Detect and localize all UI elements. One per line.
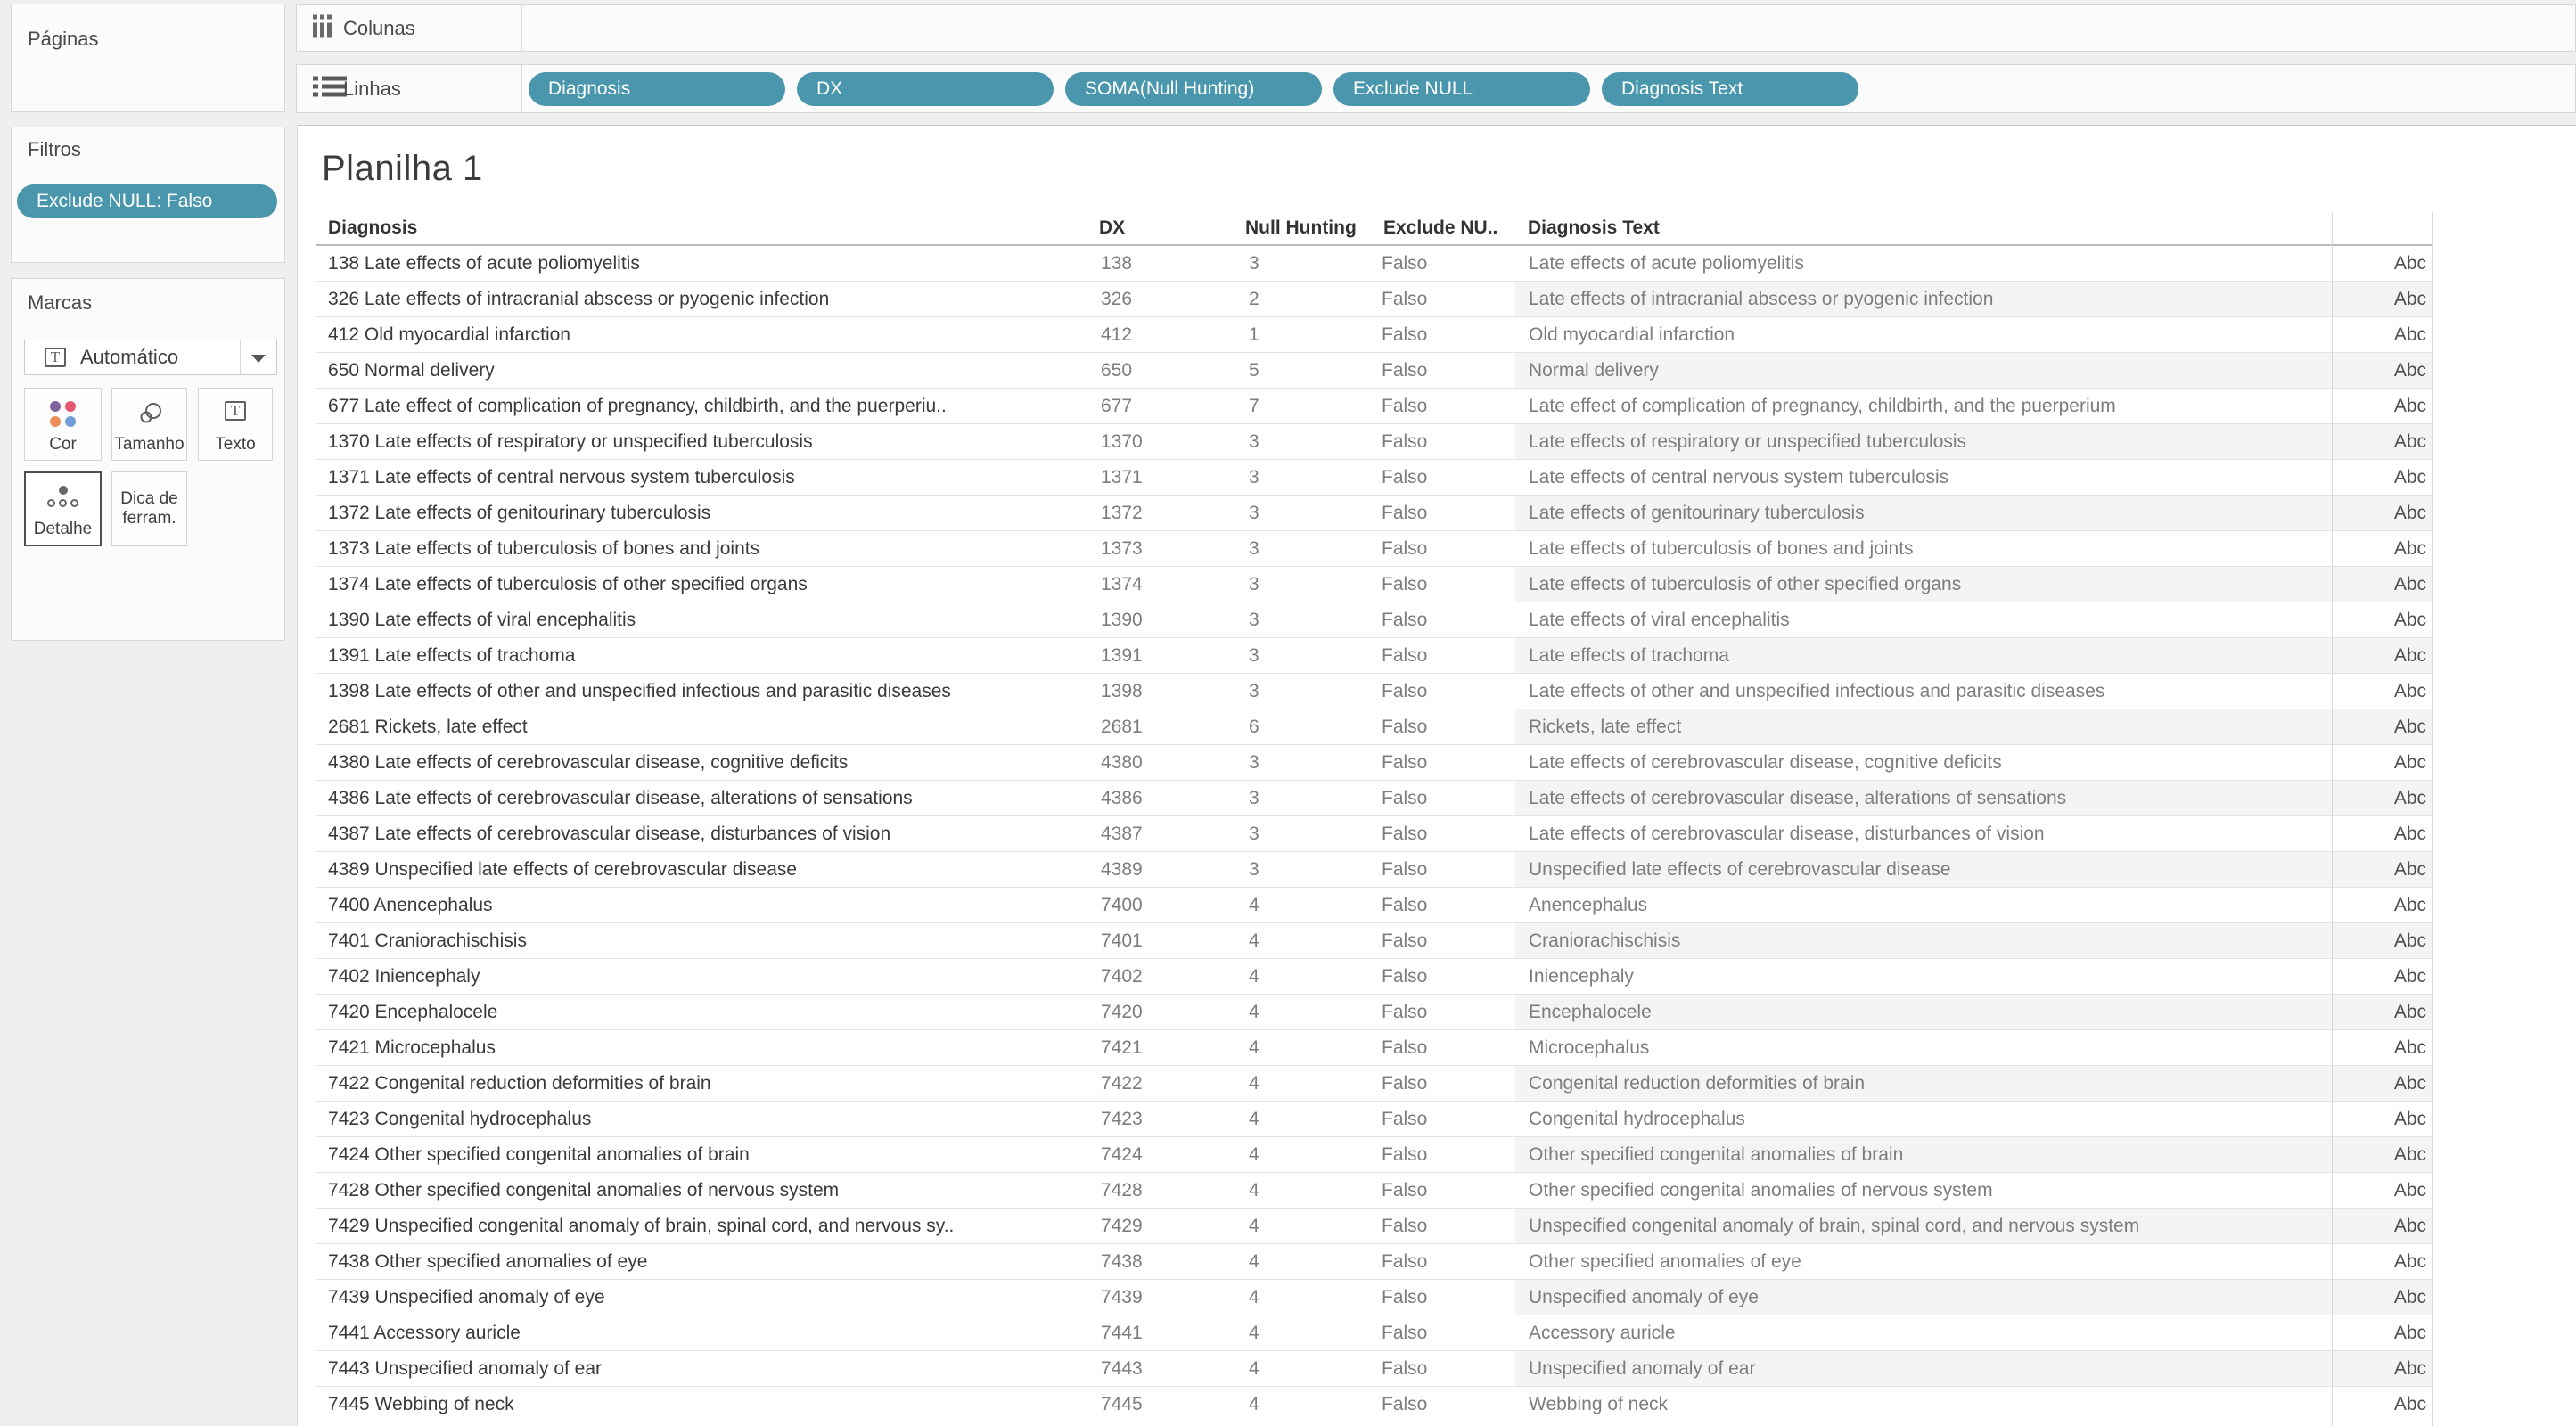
- cell-diagnosis[interactable]: 7402 Iniencephaly: [328, 966, 480, 987]
- cell-diagnosis[interactable]: 7423 Congenital hydrocephalus: [328, 1109, 592, 1129]
- cell-null-hunting[interactable]: 4: [1249, 1002, 1259, 1022]
- cell-diagnosis[interactable]: 7439 Unspecified anomaly of eye: [328, 1287, 605, 1307]
- cell-dx[interactable]: 7424: [1101, 1144, 1143, 1165]
- column-header[interactable]: Null Hunting: [1245, 217, 1357, 238]
- abc-placeholder-cell[interactable]: Abc: [2393, 1144, 2426, 1165]
- filters-shelf-label: Filtros: [28, 138, 81, 160]
- table-body: [316, 246, 2433, 1422]
- cell-dx[interactable]: 1390: [1101, 610, 1143, 630]
- table-row[interactable]: [316, 246, 2433, 282]
- abc-placeholder-cell[interactable]: Abc: [2393, 1109, 2426, 1129]
- cell-exclude-null[interactable]: Falso: [1382, 467, 1428, 488]
- shelf-pill[interactable]: Diagnosis Text: [1602, 72, 1858, 106]
- filters-shelf[interactable]: [11, 127, 285, 263]
- cell-diagnosis-text[interactable]: Late effects of cerebrovascular disease, alterations of sensations: [1529, 788, 2067, 808]
- cell-exclude-null[interactable]: Falso: [1382, 1323, 1428, 1343]
- cell-diagnosis[interactable]: 7400 Anencephalus: [328, 895, 493, 915]
- cell-diagnosis[interactable]: 1371 Late effects of central nervous system tuberculosis: [328, 467, 795, 488]
- abc-placeholder-cell[interactable]: Abc: [2393, 824, 2426, 844]
- table-row[interactable]: [316, 317, 2433, 353]
- table-row[interactable]: [316, 353, 2433, 389]
- table-right-border: [2432, 212, 2433, 1426]
- color-button-label: Cor: [49, 435, 77, 454]
- abc-placeholder-cell[interactable]: Abc: [2393, 645, 2426, 666]
- cell-diagnosis-text[interactable]: Anencephalus: [1529, 895, 1648, 915]
- cell-diagnosis-text[interactable]: Iniencephaly: [1529, 966, 1634, 987]
- cell-null-hunting[interactable]: 3: [1249, 574, 1259, 594]
- cell-dx[interactable]: 7428: [1101, 1180, 1143, 1201]
- cell-diagnosis-text[interactable]: Congenital hydrocephalus: [1529, 1109, 1745, 1129]
- cell-null-hunting[interactable]: 4: [1249, 966, 1259, 987]
- cell-diagnosis[interactable]: 1390 Late effects of viral encephalitis: [328, 610, 636, 630]
- table-row[interactable]: [316, 1280, 2433, 1315]
- abc-placeholder-cell[interactable]: Abc: [2393, 752, 2426, 773]
- rows-shelf[interactable]: [296, 64, 2576, 113]
- column-header[interactable]: Diagnosis: [328, 217, 418, 238]
- detail-button-label: Detalhe: [33, 520, 93, 538]
- cell-diagnosis-text[interactable]: Other specified congenital anomalies of nervous system: [1529, 1180, 1993, 1201]
- shelf-pill[interactable]: SOMA(Null Hunting): [1065, 72, 1322, 106]
- cell-diagnosis[interactable]: 7428 Other specified congenital anomalies of nervous system: [328, 1180, 840, 1201]
- cell-diagnosis-text[interactable]: Unspecified congenital anomaly of brain, spinal cord, and nervous system: [1529, 1216, 2140, 1236]
- cell-null-hunting[interactable]: 7: [1249, 396, 1259, 416]
- marks-card: [11, 278, 285, 641]
- color-button[interactable]: [24, 388, 102, 461]
- cell-diagnosis[interactable]: 1374 Late effects of tuberculosis of other specified organs: [328, 574, 808, 594]
- table-row[interactable]: [316, 282, 2433, 317]
- cell-exclude-null[interactable]: Falso: [1382, 538, 1428, 559]
- cell-diagnosis-text[interactable]: Late effects of tuberculosis of bones and joints: [1529, 538, 1914, 559]
- cell-dx[interactable]: 7443: [1101, 1358, 1143, 1379]
- abc-placeholder-cell[interactable]: Abc: [2393, 324, 2426, 345]
- table-row[interactable]: [316, 424, 2433, 460]
- cell-null-hunting[interactable]: 4: [1249, 1358, 1259, 1379]
- cell-diagnosis-text[interactable]: Late effects of central nervous system tuberculosis: [1529, 467, 1949, 488]
- shelf-separator: [521, 5, 522, 51]
- cell-exclude-null[interactable]: Falso: [1382, 1394, 1428, 1414]
- table-header-row: [316, 212, 2433, 246]
- cell-dx[interactable]: 7420: [1101, 1002, 1143, 1022]
- cell-null-hunting[interactable]: 3: [1249, 824, 1259, 844]
- cell-dx[interactable]: 7439: [1101, 1287, 1143, 1307]
- cell-diagnosis-text[interactable]: Late effects of tuberculosis of other specified organs: [1529, 574, 1962, 594]
- abc-placeholder-cell[interactable]: Abc: [2393, 253, 2426, 274]
- cell-exclude-null[interactable]: Falso: [1382, 360, 1428, 381]
- cell-exclude-null[interactable]: Falso: [1382, 752, 1428, 773]
- cell-diagnosis-text[interactable]: Encephalocele: [1529, 1002, 1652, 1022]
- cell-diagnosis-text[interactable]: Unspecified late effects of cerebrovascular disease: [1529, 859, 1951, 880]
- cell-dx[interactable]: 7400: [1101, 895, 1143, 915]
- detail-button[interactable]: [24, 471, 102, 546]
- cell-diagnosis-text[interactable]: Late effects of other and unspecified infectious and parasitic diseases: [1529, 681, 2105, 701]
- pages-shelf-label: Páginas: [28, 28, 99, 50]
- abc-placeholder-cell[interactable]: Abc: [2393, 717, 2426, 737]
- cell-null-hunting[interactable]: 4: [1249, 1109, 1259, 1129]
- cell-dx[interactable]: 138: [1101, 253, 1133, 274]
- cell-diagnosis[interactable]: 7420 Encephalocele: [328, 1002, 498, 1022]
- cell-exclude-null[interactable]: Falso: [1382, 1216, 1428, 1236]
- cell-diagnosis[interactable]: 2681 Rickets, late effect: [328, 717, 528, 737]
- cell-exclude-null[interactable]: Falso: [1382, 1002, 1428, 1022]
- table-row[interactable]: [316, 1030, 2433, 1066]
- abc-placeholder-cell[interactable]: Abc: [2393, 574, 2426, 594]
- table-row[interactable]: [316, 1387, 2433, 1422]
- data-table: [316, 212, 2433, 1426]
- column-header[interactable]: Diagnosis Text: [1528, 217, 1660, 238]
- cell-diagnosis[interactable]: 677 Late effect of complication of pregnancy, childbirth, and the puerperiu..: [328, 396, 947, 416]
- cell-exclude-null[interactable]: Falso: [1382, 324, 1428, 345]
- cell-null-hunting[interactable]: 4: [1249, 1251, 1259, 1272]
- cell-dx[interactable]: 1370: [1101, 431, 1143, 452]
- cell-diagnosis-text[interactable]: Congenital reduction deformities of brain: [1529, 1073, 1866, 1094]
- cell-dx[interactable]: 1372: [1101, 503, 1143, 523]
- abc-placeholder-cell[interactable]: Abc: [2393, 1287, 2426, 1307]
- columns-icon: [311, 12, 334, 44]
- abc-placeholder-cell[interactable]: Abc: [2393, 1180, 2426, 1201]
- cell-exclude-null[interactable]: Falso: [1382, 1073, 1428, 1094]
- cell-diagnosis-text[interactable]: Normal delivery: [1529, 360, 1659, 381]
- rows-shelf-pills: [529, 72, 1858, 106]
- cell-diagnosis[interactable]: 326 Late effects of intracranial abscess or pyogenic infection: [328, 289, 830, 309]
- table-row[interactable]: [316, 781, 2433, 816]
- cell-null-hunting[interactable]: 3: [1249, 681, 1259, 701]
- tooltip-button[interactable]: [111, 471, 187, 546]
- color-icon: [25, 401, 101, 427]
- cell-exclude-null[interactable]: Falso: [1382, 1144, 1428, 1165]
- table-row[interactable]: [316, 1315, 2433, 1351]
- cell-null-hunting[interactable]: 3: [1249, 752, 1259, 773]
- pages-shelf[interactable]: [11, 4, 285, 112]
- cell-exclude-null[interactable]: Falso: [1382, 1180, 1428, 1201]
- cell-diagnosis-text[interactable]: Late effects of trachoma: [1529, 645, 1729, 666]
- cell-exclude-null[interactable]: Falso: [1382, 645, 1428, 666]
- table-row[interactable]: [316, 1066, 2433, 1102]
- cell-null-hunting[interactable]: 4: [1249, 1216, 1259, 1236]
- chevron-down-icon[interactable]: [251, 355, 266, 363]
- cell-null-hunting[interactable]: 4: [1249, 1287, 1259, 1307]
- cell-diagnosis[interactable]: 650 Normal delivery: [328, 360, 495, 381]
- cell-diagnosis-text[interactable]: Late effect of complication of pregnancy, childbirth, and the puerperium: [1529, 396, 2116, 416]
- abc-placeholder-cell[interactable]: Abc: [2393, 1323, 2426, 1343]
- cell-dx[interactable]: 1391: [1101, 645, 1143, 666]
- table-row[interactable]: [316, 1173, 2433, 1209]
- abc-placeholder-cell[interactable]: Abc: [2393, 503, 2426, 523]
- cell-diagnosis[interactable]: 1391 Late effects of trachoma: [328, 645, 576, 666]
- cell-exclude-null[interactable]: Falso: [1382, 1287, 1428, 1307]
- table-row[interactable]: [316, 638, 2433, 674]
- abc-placeholder-cell[interactable]: Abc: [2393, 360, 2426, 381]
- abc-placeholder-cell[interactable]: Abc: [2393, 431, 2426, 452]
- cell-diagnosis[interactable]: 4386 Late effects of cerebrovascular disease, alterations of sensations: [328, 788, 913, 808]
- table-row[interactable]: [316, 1244, 2433, 1280]
- cell-diagnosis-text[interactable]: Late effects of genitourinary tuberculosis: [1529, 503, 1865, 523]
- detail-icon: [26, 486, 100, 509]
- table-row[interactable]: [316, 888, 2433, 923]
- cell-null-hunting[interactable]: 3: [1249, 645, 1259, 666]
- cell-exclude-null[interactable]: Falso: [1382, 1037, 1428, 1058]
- cell-exclude-null[interactable]: Falso: [1382, 1358, 1428, 1379]
- abc-placeholder-cell[interactable]: Abc: [2393, 788, 2426, 808]
- size-button-label: Tamanho: [114, 435, 185, 454]
- cell-exclude-null[interactable]: Falso: [1382, 431, 1428, 452]
- cell-exclude-null[interactable]: Falso: [1382, 895, 1428, 915]
- table-row[interactable]: [316, 531, 2433, 567]
- cell-null-hunting[interactable]: 4: [1249, 1394, 1259, 1414]
- mark-type-dropdown[interactable]: [24, 340, 277, 375]
- columns-shelf-label: Colunas: [343, 16, 415, 39]
- cell-diagnosis-text[interactable]: Late effects of cerebrovascular disease, cognitive deficits: [1529, 752, 2002, 773]
- abc-placeholder-cell[interactable]: Abc: [2393, 895, 2426, 915]
- column-divider: [2332, 212, 2333, 1426]
- abc-placeholder-cell[interactable]: Abc: [2393, 610, 2426, 630]
- mark-type-value: Automático: [80, 346, 179, 368]
- cell-null-hunting[interactable]: 4: [1249, 930, 1259, 951]
- cell-null-hunting[interactable]: 4: [1249, 1037, 1259, 1058]
- cell-dx[interactable]: 7438: [1101, 1251, 1143, 1272]
- cell-diagnosis-text[interactable]: Accessory auricle: [1529, 1323, 1676, 1343]
- cell-exclude-null[interactable]: Falso: [1382, 1251, 1428, 1272]
- cell-null-hunting[interactable]: 3: [1249, 503, 1259, 523]
- abc-placeholder-cell[interactable]: Abc: [2393, 1358, 2426, 1379]
- table-row[interactable]: [316, 709, 2433, 745]
- abc-placeholder-cell[interactable]: Abc: [2393, 966, 2426, 987]
- cell-null-hunting[interactable]: 4: [1249, 1144, 1259, 1165]
- cell-diagnosis[interactable]: 1398 Late effects of other and unspecified infectious and parasitic diseases: [328, 681, 951, 701]
- cell-diagnosis-text[interactable]: Unspecified anomaly of ear: [1529, 1358, 1756, 1379]
- table-row[interactable]: [316, 745, 2433, 781]
- cell-exclude-null[interactable]: Falso: [1382, 503, 1428, 523]
- abc-placeholder-cell[interactable]: Abc: [2393, 930, 2426, 951]
- cell-exclude-null[interactable]: Falso: [1382, 396, 1428, 416]
- cell-null-hunting[interactable]: 4: [1249, 1073, 1259, 1094]
- cell-dx[interactable]: 677: [1101, 396, 1133, 416]
- text-mark-type-icon: T: [45, 348, 66, 367]
- table-row[interactable]: [316, 923, 2433, 959]
- abc-placeholder-cell[interactable]: Abc: [2393, 1251, 2426, 1272]
- table-row[interactable]: [316, 959, 2433, 995]
- table-row[interactable]: [316, 1137, 2433, 1173]
- cell-null-hunting[interactable]: 3: [1249, 253, 1259, 274]
- shelf-separator: [521, 65, 522, 112]
- cell-diagnosis-text[interactable]: Late effects of viral encephalitis: [1529, 610, 1790, 630]
- cell-diagnosis-text[interactable]: Unspecified anomaly of eye: [1529, 1287, 1759, 1307]
- table-row[interactable]: [316, 1351, 2433, 1387]
- cell-dx[interactable]: 7429: [1101, 1216, 1143, 1236]
- abc-placeholder-cell[interactable]: Abc: [2393, 396, 2426, 416]
- cell-exclude-null[interactable]: Falso: [1382, 930, 1428, 951]
- cell-diagnosis-text[interactable]: Other specified congenital anomalies of brain: [1529, 1144, 1904, 1165]
- cell-exclude-null[interactable]: Falso: [1382, 610, 1428, 630]
- cell-exclude-null[interactable]: Falso: [1382, 574, 1428, 594]
- cell-exclude-null[interactable]: Falso: [1382, 824, 1428, 844]
- cell-null-hunting[interactable]: 5: [1249, 360, 1259, 381]
- sheet-title: Planilha 1: [322, 149, 483, 188]
- abc-placeholder-cell[interactable]: Abc: [2393, 538, 2426, 559]
- shelf-pill[interactable]: DX: [797, 72, 1054, 106]
- cell-exclude-null[interactable]: Falso: [1382, 859, 1428, 880]
- table-row[interactable]: [316, 816, 2433, 852]
- table-row[interactable]: [316, 389, 2433, 424]
- cell-dx[interactable]: 7421: [1101, 1037, 1143, 1058]
- cell-null-hunting[interactable]: 4: [1249, 1323, 1259, 1343]
- cell-dx[interactable]: 7445: [1101, 1394, 1143, 1414]
- worksheet-area: [297, 125, 2576, 1426]
- cell-diagnosis[interactable]: 7421 Microcephalus: [328, 1037, 496, 1058]
- cell-diagnosis-text[interactable]: Late effects of respiratory or unspecified tuberculosis: [1529, 431, 1967, 452]
- cell-null-hunting[interactable]: 6: [1249, 717, 1259, 737]
- cell-diagnosis[interactable]: 7424 Other specified congenital anomalies of brain: [328, 1144, 750, 1165]
- shelf-pill[interactable]: Exclude NULL: [1333, 72, 1590, 106]
- cell-null-hunting[interactable]: 3: [1249, 859, 1259, 880]
- cell-dx[interactable]: 326: [1101, 289, 1133, 309]
- marks-card-label: Marcas: [28, 291, 93, 314]
- table-row[interactable]: [316, 567, 2433, 602]
- table-row[interactable]: [316, 674, 2433, 709]
- cell-diagnosis[interactable]: 412 Old myocardial infarction: [328, 324, 570, 345]
- abc-placeholder-cell[interactable]: Abc: [2393, 1002, 2426, 1022]
- cell-diagnosis[interactable]: 7429 Unspecified congenital anomaly of brain, spinal cord, and nervous sy..: [328, 1216, 955, 1236]
- cell-null-hunting[interactable]: 3: [1249, 467, 1259, 488]
- table-row[interactable]: [316, 995, 2433, 1030]
- cell-diagnosis-text[interactable]: Microcephalus: [1529, 1037, 1650, 1058]
- cell-diagnosis[interactable]: 7401 Craniorachischisis: [328, 930, 527, 951]
- cell-dx[interactable]: 1373: [1101, 538, 1143, 559]
- size-button[interactable]: [111, 388, 187, 461]
- abc-placeholder-cell[interactable]: Abc: [2393, 467, 2426, 488]
- cell-dx[interactable]: 4389: [1101, 859, 1143, 880]
- cell-dx[interactable]: 4386: [1101, 788, 1143, 808]
- abc-placeholder-cell[interactable]: Abc: [2393, 859, 2426, 880]
- tooltip-button-label: Dica de ferram.: [120, 489, 178, 528]
- cell-diagnosis-text[interactable]: Craniorachischisis: [1529, 930, 1681, 951]
- text-button[interactable]: [198, 388, 273, 461]
- dropdown-separator: [240, 340, 241, 374]
- cell-dx[interactable]: 7441: [1101, 1323, 1143, 1343]
- table-row[interactable]: [316, 1102, 2433, 1137]
- cell-exclude-null[interactable]: Falso: [1382, 1109, 1428, 1129]
- cell-null-hunting[interactable]: 3: [1249, 788, 1259, 808]
- cell-null-hunting[interactable]: 1: [1249, 324, 1259, 345]
- cell-dx[interactable]: 7402: [1101, 966, 1143, 987]
- cell-dx[interactable]: 7423: [1101, 1109, 1143, 1129]
- cell-dx[interactable]: 2681: [1101, 717, 1143, 737]
- cell-diagnosis-text[interactable]: Other specified anomalies of eye: [1529, 1251, 1801, 1272]
- cell-diagnosis-text[interactable]: Late effects of intracranial abscess or pyogenic infection: [1529, 289, 1994, 309]
- cell-null-hunting[interactable]: 3: [1249, 610, 1259, 630]
- abc-placeholder-cell[interactable]: Abc: [2393, 1073, 2426, 1094]
- cell-dx[interactable]: 650: [1101, 360, 1133, 381]
- cell-diagnosis[interactable]: 4389 Unspecified late effects of cerebrovascular disease: [328, 859, 798, 880]
- cell-diagnosis-text[interactable]: Late effects of cerebrovascular disease, disturbances of vision: [1529, 824, 2045, 844]
- text-icon: T: [199, 401, 272, 421]
- cell-dx[interactable]: 4387: [1101, 824, 1143, 844]
- table-row[interactable]: [316, 1209, 2433, 1244]
- cell-null-hunting[interactable]: 4: [1249, 1180, 1259, 1201]
- cell-diagnosis[interactable]: 138 Late effects of acute poliomyelitis: [328, 253, 640, 274]
- cell-exclude-null[interactable]: Falso: [1382, 289, 1428, 309]
- cell-diagnosis-text[interactable]: Late effects of acute poliomyelitis: [1529, 253, 1804, 274]
- cell-exclude-null[interactable]: Falso: [1382, 681, 1428, 701]
- abc-placeholder-cell[interactable]: Abc: [2393, 681, 2426, 701]
- cell-diagnosis[interactable]: 4380 Late effects of cerebrovascular disease, cognitive deficits: [328, 752, 849, 773]
- column-header[interactable]: DX: [1099, 217, 1126, 238]
- cell-diagnosis[interactable]: 7445 Webbing of neck: [328, 1394, 514, 1414]
- rows-shelf-label: Linhas: [343, 77, 401, 100]
- cell-diagnosis[interactable]: 1370 Late effects of respiratory or unspecified tuberculosis: [328, 431, 813, 452]
- table-row[interactable]: [316, 852, 2433, 888]
- abc-placeholder-cell[interactable]: Abc: [2393, 289, 2426, 309]
- cell-dx[interactable]: 1398: [1101, 681, 1143, 701]
- cell-diagnosis[interactable]: 7438 Other specified anomalies of eye: [328, 1251, 648, 1272]
- cell-diagnosis-text[interactable]: Webbing of neck: [1529, 1394, 1669, 1414]
- size-icon: [112, 401, 186, 426]
- column-header[interactable]: Exclude NU..: [1383, 217, 1498, 238]
- table-row[interactable]: [316, 460, 2433, 496]
- cell-exclude-null[interactable]: Falso: [1382, 253, 1428, 274]
- cell-diagnosis[interactable]: 1372 Late effects of genitourinary tuberculosis: [328, 503, 711, 523]
- cell-diagnosis[interactable]: 1373 Late effects of tuberculosis of bones and joints: [328, 538, 760, 559]
- abc-placeholder-cell[interactable]: Abc: [2393, 1394, 2426, 1414]
- text-button-label: Texto: [215, 435, 256, 454]
- cell-dx[interactable]: 1371: [1101, 467, 1143, 488]
- table-row[interactable]: [316, 496, 2433, 531]
- cell-diagnosis-text[interactable]: Rickets, late effect: [1529, 717, 1682, 737]
- cell-dx[interactable]: 4380: [1101, 752, 1143, 773]
- cell-null-hunting[interactable]: 4: [1249, 895, 1259, 915]
- cell-exclude-null[interactable]: Falso: [1382, 717, 1428, 737]
- cell-null-hunting[interactable]: 2: [1249, 289, 1259, 309]
- cell-diagnosis[interactable]: 4387 Late effects of cerebrovascular disease, disturbances of vision: [328, 824, 891, 844]
- abc-placeholder-cell[interactable]: Abc: [2393, 1037, 2426, 1058]
- cell-exclude-null[interactable]: Falso: [1382, 966, 1428, 987]
- cell-null-hunting[interactable]: 3: [1249, 431, 1259, 452]
- abc-placeholder-cell[interactable]: Abc: [2393, 1216, 2426, 1236]
- cell-diagnosis[interactable]: 7441 Accessory auricle: [328, 1323, 521, 1343]
- cell-dx[interactable]: 7401: [1101, 930, 1143, 951]
- cell-diagnosis[interactable]: 7422 Congenital reduction deformities of brain: [328, 1073, 711, 1094]
- cell-exclude-null[interactable]: Falso: [1382, 788, 1428, 808]
- cell-dx[interactable]: 7422: [1101, 1073, 1143, 1094]
- filter-pill-exclude-null[interactable]: Exclude NULL: Falso: [17, 184, 277, 218]
- table-row[interactable]: [316, 602, 2433, 638]
- cell-dx[interactable]: 1374: [1101, 574, 1143, 594]
- cell-dx[interactable]: 412: [1101, 324, 1133, 345]
- shelf-pill[interactable]: Diagnosis: [529, 72, 785, 106]
- cell-diagnosis-text[interactable]: Old myocardial infarction: [1529, 324, 1735, 345]
- cell-null-hunting[interactable]: 3: [1249, 538, 1259, 559]
- columns-shelf[interactable]: [296, 4, 2576, 52]
- cell-diagnosis[interactable]: 7443 Unspecified anomaly of ear: [328, 1358, 603, 1379]
